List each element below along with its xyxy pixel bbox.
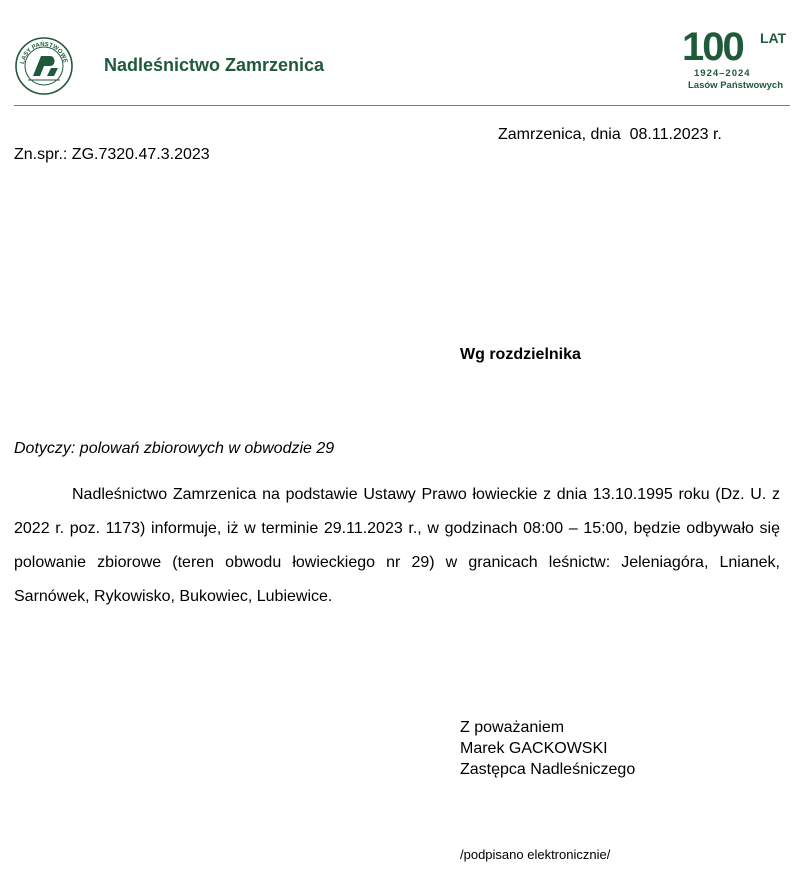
centenary-years: 1924–2024 bbox=[694, 68, 751, 79]
centenary-subtitle: Lasów Państwowych bbox=[688, 80, 784, 91]
electronic-signature-note: /podpisano elektronicznie/ bbox=[460, 847, 611, 862]
reference-number: Zn.spr.: ZG.7320.47.3.2023 bbox=[14, 146, 210, 163]
centenary-logo bbox=[682, 24, 794, 92]
centenary-lat: LAT bbox=[760, 30, 787, 46]
closing: Z poważaniem bbox=[460, 719, 565, 736]
signer-name: Marek GACKOWSKI bbox=[460, 740, 608, 757]
header-divider bbox=[14, 105, 790, 106]
subject-line: Dotyczy: polowań zbiorowych w obwodzie 29 bbox=[14, 440, 335, 457]
signature-block bbox=[460, 717, 635, 780]
recipient: Wg rozdzielnika bbox=[460, 346, 581, 363]
lasy-panstwowe-logo bbox=[14, 36, 74, 96]
letter-body: Nadleśnictwo Zamrzenica na podstawie Ustawy Prawo łowieckie z dnia 13.10.1995 roku (Dz. U. z 2022 r. poz. 1173) informuje, iż w terminie 29.11.2023 r., w godzinach 08:00 – 15:00, będzie odbywało się polowanie zbiorowe (teren obwodu łowieckiego nr 29) w granicach leśnictw: Jeleniagóra, Lnianek, Sarnówek, Rykowisko, Bukowiec, Lubiewice. bbox=[14, 486, 780, 605]
signer-title: Zastępca Nadleśniczego bbox=[460, 761, 636, 778]
letterhead bbox=[0, 0, 800, 108]
centenary-number: 100 bbox=[682, 25, 743, 69]
organization-name: Nadleśnictwo Zamrzenica bbox=[104, 55, 325, 75]
letter-date: Zamrzenica, dnia 08.11.2023 r. bbox=[498, 126, 722, 143]
logo-lettering: LASY PAŃSTWOWE bbox=[20, 41, 68, 65]
